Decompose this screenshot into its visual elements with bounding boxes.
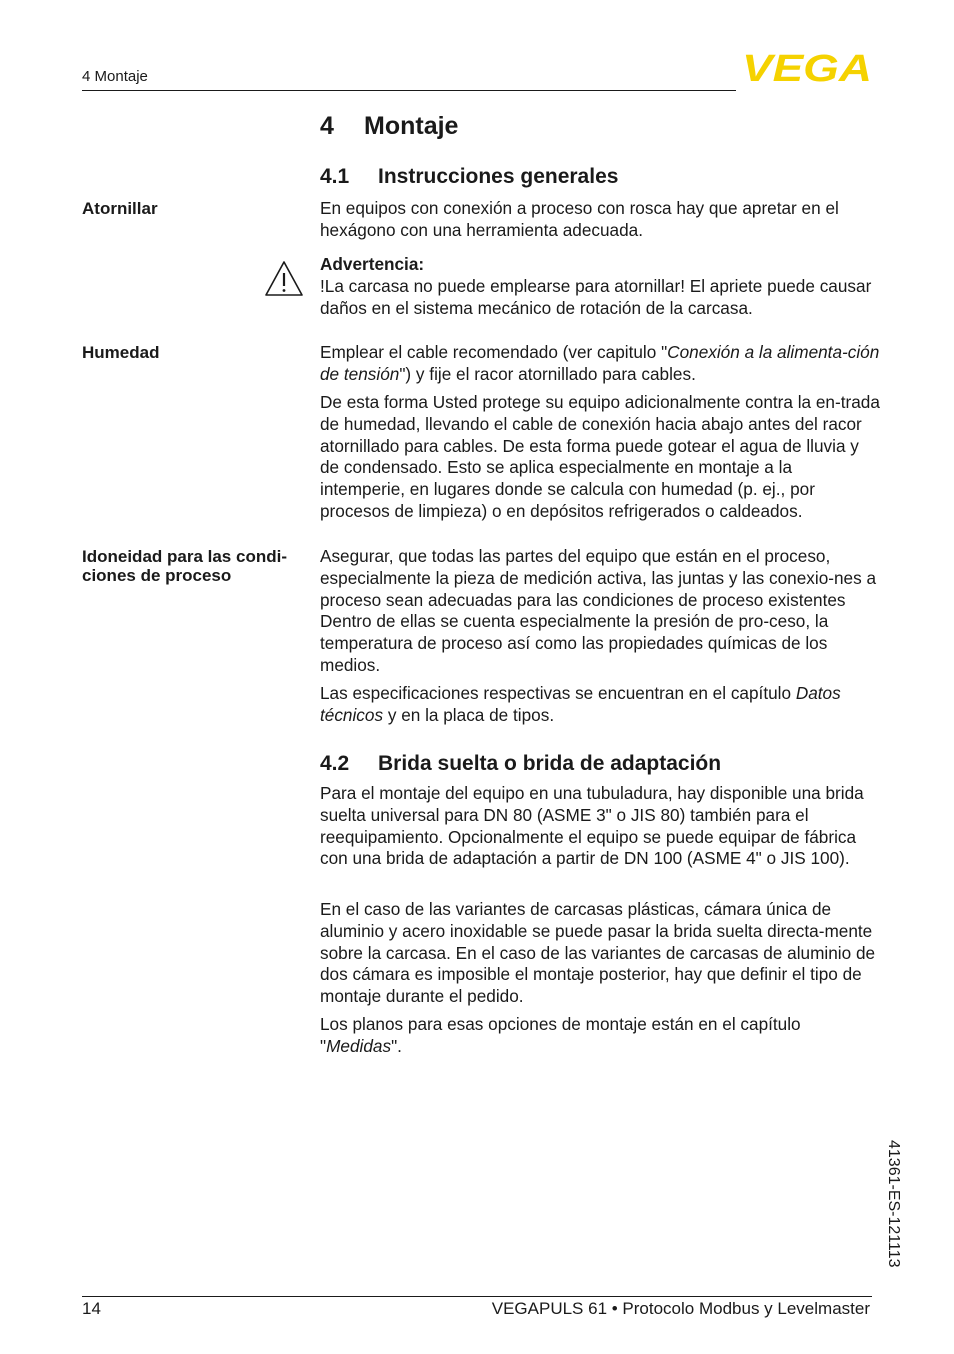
warning-title: Advertencia: bbox=[320, 254, 425, 274]
section-heading-4-2 bbox=[320, 752, 721, 776]
text-run: Las especificaciones respectivas se encuentran en el capítulo bbox=[320, 683, 796, 703]
paragraph-humedad-2: De esta forma Usted protege su equipo adicionalmente contra la en-trada de humedad, llevando el cable de conexión hacia abajo antes del racor atornillado para cables. De esta forma puede gotear el agua de lluvia y de condensado. Esto se aplica especialmente en montaje a la intemperie, en lugares donde se calcula con humedad (p. ej., por procesos de limpieza) o en depósitos refrigerados o caldeados. bbox=[320, 392, 880, 521]
text-run: Emplear el cable recomendado (ver capitulo " bbox=[320, 342, 668, 362]
paragraph-idoneidad-1: Asegurar, que todas las partes del equipo que están en el proceso, especialmente la pieza de medición activa, las juntas y las conexio-nes a proceso sean adecuadas para las condiciones de proceso existentes Dentro de ellas se cuenta especialmente la presión de pro-ceso, la temperatura de proceso así como las propiedades químicas de los medios. bbox=[320, 546, 877, 675]
logo-text: VEGA bbox=[742, 52, 872, 84]
document-code: 41361-ES-121113 bbox=[885, 1140, 902, 1268]
vega-logo bbox=[742, 52, 874, 84]
text-run: Los planos para esas opciones de montaje están en el capítulo " bbox=[320, 1014, 801, 1056]
header-rule bbox=[82, 90, 736, 91]
chapter-title-text: Montaje bbox=[364, 112, 459, 140]
running-header: 4 Montaje bbox=[82, 68, 148, 85]
paragraph-humedad-1 bbox=[320, 342, 880, 386]
warning-block bbox=[320, 254, 880, 319]
side-label-atornillar: Atornillar bbox=[82, 199, 158, 218]
chapter-reference: Datos técnicos bbox=[320, 683, 841, 725]
chapter-title bbox=[320, 112, 458, 141]
footer-rule bbox=[82, 1296, 872, 1297]
chapter-reference: Medidas bbox=[326, 1035, 392, 1056]
section-number: 4.2 bbox=[320, 752, 350, 775]
footer-title: VEGAPULS 61 • Protocolo Modbus y Levelmaster bbox=[491, 1299, 870, 1318]
text-run: ". bbox=[391, 1035, 402, 1056]
paragraph-atornillar: En equipos con conexión a proceso con rosca hay que apretar en el hexágono con una herramienta adecuada. bbox=[320, 198, 839, 240]
paragraph-idoneidad-2 bbox=[320, 683, 880, 727]
chapter-reference: Conexión a la alimenta-ción de tensión bbox=[320, 342, 880, 384]
paragraph-brida-3 bbox=[320, 1014, 880, 1058]
page-number: 14 bbox=[82, 1299, 101, 1318]
side-label-line: Idoneidad para las condi- bbox=[82, 547, 287, 566]
side-label-line: ciones de proceso bbox=[82, 566, 232, 585]
paragraph-brida-2: En el caso de las variantes de carcasas plásticas, cámara única de aluminio y acero inoxidable se puede pasar la brida suelta directa-mente sobre la carcasa. En el caso de las variantes de carcasas de aluminio de dos cámara es imposible el montaje posterior, hay que definir el tipo de montaje durante el pedido. bbox=[320, 899, 876, 1007]
section-heading-4-1 bbox=[320, 165, 618, 189]
paragraph-brida-1: Para el montaje del equipo en una tubuladura, hay disponible una brida suelta universal para DN 80 (ASME 3" o JIS 80) también para el reequipamiento. Opcionalmente el equipo se puede equipar de fábrica con una brida de adaptación a partir de DN 100 (ASME 4" o JIS 100). bbox=[320, 783, 864, 869]
section-title: Brida suelta o brida de adaptación bbox=[378, 752, 722, 775]
text-run: y en la placa de tipos. bbox=[383, 704, 555, 725]
side-label-idoneidad bbox=[82, 547, 310, 585]
warning-triangle-icon bbox=[264, 260, 304, 298]
side-label-humedad: Humedad bbox=[82, 343, 160, 362]
chapter-number: 4 bbox=[320, 112, 334, 140]
section-title: Instrucciones generales bbox=[378, 165, 619, 188]
section-number: 4.1 bbox=[320, 165, 350, 188]
warning-text: !La carcasa no puede emplearse para atornillar! El apriete puede causar daños en el sistema mecánico de rotación de la carcasa. bbox=[320, 275, 872, 318]
text-run: ") y fije el racor atornillado para cables. bbox=[399, 363, 696, 384]
